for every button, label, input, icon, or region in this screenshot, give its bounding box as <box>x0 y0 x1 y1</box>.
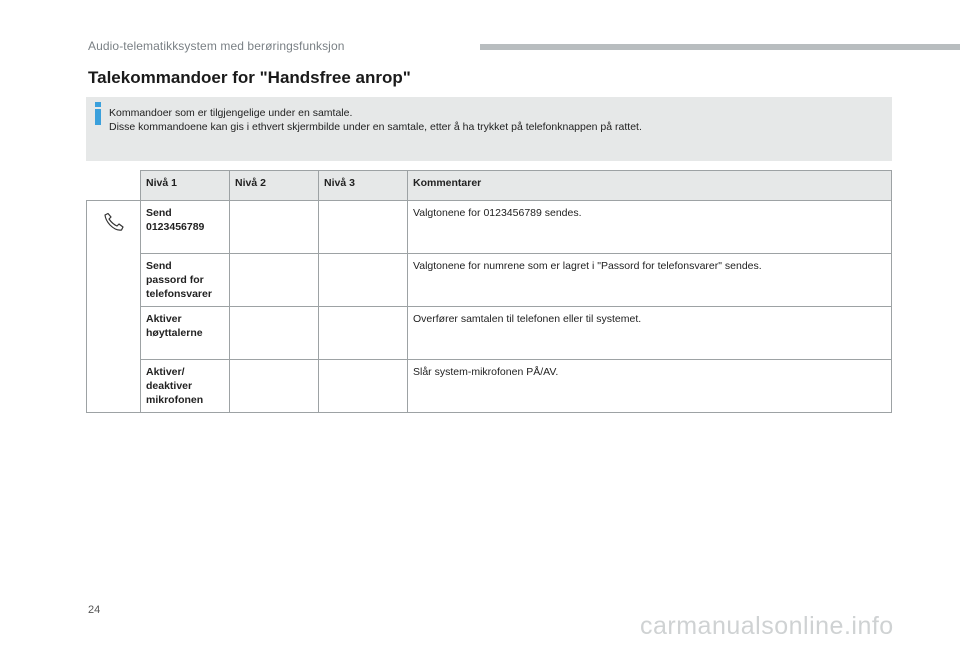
info-box <box>86 97 892 161</box>
cell-level1: Send 0123456789 <box>141 201 230 254</box>
cell-comment: Slår system-mikrofonen PÅ/AV. <box>408 360 892 413</box>
table-row <box>87 201 892 254</box>
cell-level1: Aktiver høyttalerne <box>141 307 230 360</box>
watermark: carmanualsonline.info <box>640 612 894 640</box>
running-header-title: Audio-telematikksystem med berøringsfunksjon <box>88 39 345 53</box>
cell-level1: Aktiver/ deaktiver mikrofonen <box>141 360 230 413</box>
table-row <box>87 360 892 413</box>
table-header-row <box>87 171 892 201</box>
cell-level2 <box>230 254 319 307</box>
cell-level2 <box>230 201 319 254</box>
cell-level2 <box>230 307 319 360</box>
col-header-level-3: Nivå 3 <box>319 171 408 201</box>
table-row <box>87 254 892 307</box>
cell-level3 <box>319 360 408 413</box>
col-header-level-2: Nivå 2 <box>230 171 319 201</box>
phone-icon <box>102 212 128 232</box>
cell-comment: Valgtonene for 0123456789 sendes. <box>408 201 892 254</box>
info-icon <box>93 102 103 124</box>
cell-comment: Valgtonene for numrene som er lagret i "Passord for telefonsvarer" sendes. <box>408 254 892 307</box>
page-number: 24 <box>88 604 101 616</box>
cell-level3 <box>319 254 408 307</box>
info-line-1: Kommandoer som er tilgjengelige under en samtale. <box>109 107 353 119</box>
cell-level1: Send passord for telefonsvarer <box>141 254 230 307</box>
header-divider-bar <box>480 44 960 50</box>
row-icon-cell <box>87 201 141 413</box>
cell-comment: Overfører samtalen til telefonen eller til systemet. <box>408 307 892 360</box>
col-header-level-1: Nivå 1 <box>141 171 230 201</box>
info-line-2: Disse kommandoene kan gis i ethvert skjermbilde under en samtale, etter å ha trykket på telefonknappen på rattet. <box>109 121 642 133</box>
page-title: Talekommandoer for "Handsfree anrop" <box>88 68 411 87</box>
commands-table <box>86 170 892 413</box>
cell-level3 <box>319 307 408 360</box>
cell-level2 <box>230 360 319 413</box>
info-text <box>109 106 642 134</box>
cell-level3 <box>319 201 408 254</box>
table-header-icon-cell <box>87 171 141 201</box>
col-header-comments: Kommentarer <box>408 171 892 201</box>
table-row <box>87 307 892 360</box>
